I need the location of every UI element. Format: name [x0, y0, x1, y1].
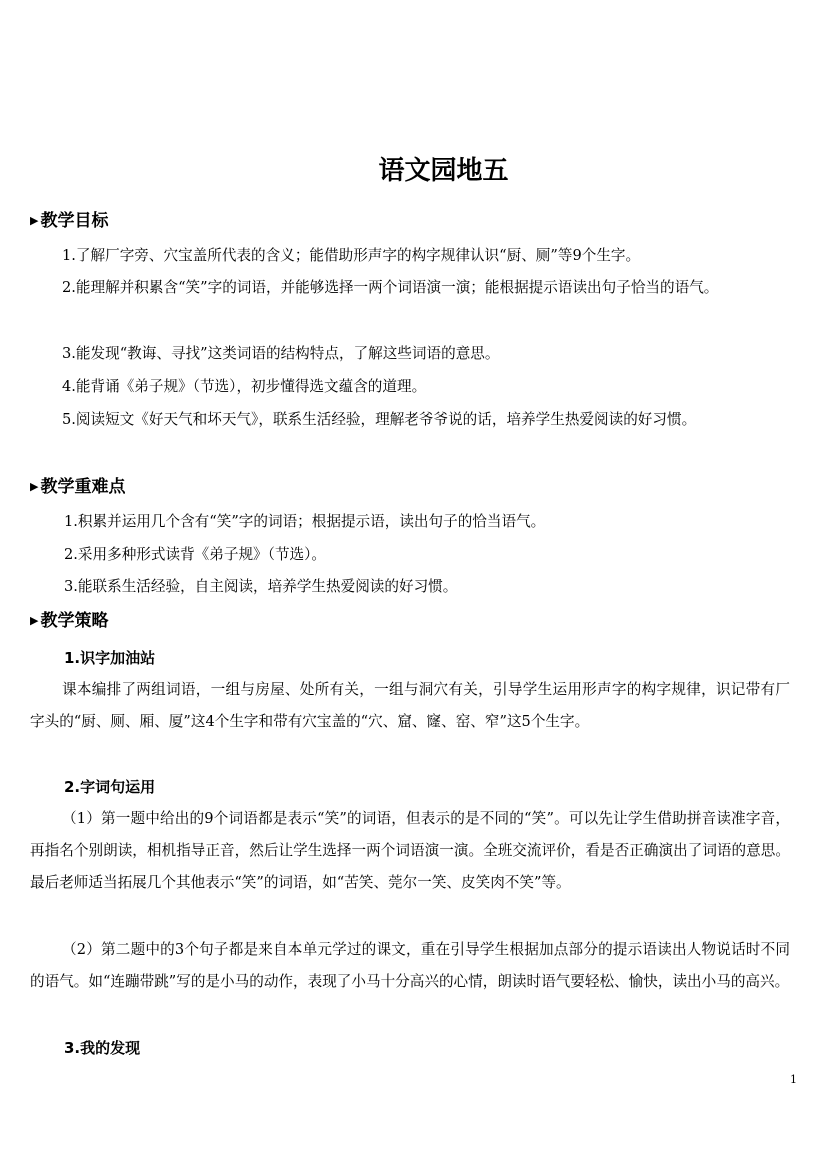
section-heading-goals — [30, 208, 108, 234]
subheading-literacy: 1.识字加油站 — [64, 649, 156, 667]
paragraph-word-use-1: （1）第一题中给出的9个词语都是表示“笑”的词语，但表示的是不同的“笑”。可以先让学生借助拼音读准字音，再指名个别朗读，相机指导正音，然后让学生选择一两个词语演一演。全班交流评价，看是否正确演出了词语的意思。最后老师适当拓展几个其他表示“笑”的词语，如“苦笑、莞尔一笑、皮笑肉不笑”等。 — [30, 810, 790, 891]
section-heading-strategy — [30, 608, 108, 634]
goal-item-4: 4.能背诵《弟子规》（节选），初步懂得选文蕴含的道理。 — [62, 378, 427, 395]
triangle-bullet-icon: ▶ — [30, 480, 39, 493]
triangle-bullet-icon: ▶ — [30, 214, 39, 227]
page-title: 语文园地五 — [378, 156, 509, 186]
section-title-goals: 教学目标 — [40, 211, 109, 231]
paragraph-word-use-2: （2）第二题中的3个句子都是来自本单元学过的课文，重在引导学生根据加点部分的提示语读出人物说话时不同的语气。如“连蹦带跳”写的是小马的动作，表现了小马十分高兴的心情，朗读时语气要轻松、愉快，读出小马的高兴。 — [30, 941, 790, 990]
section-title-keypoints: 教学重难点 — [40, 477, 126, 497]
goal-item-3: 3.能发现“教诲、寻找”这类词语的结构特点，了解这些词语的意思。 — [62, 345, 500, 362]
section-heading-keypoints — [30, 474, 125, 500]
paragraph-literacy: 课本编排了两组词语，一组与房屋、处所有关，一组与洞穴有关，引导学生运用形声字的构字规律，识记带有厂字头的“厨、厕、厢、厦”这4个生字和带有穴宝盖的“穴、窟、窿、窑、窄”这5个生字。 — [30, 681, 790, 730]
keypoint-item-2: 2.采用多种形式读背《弟子规》（节选）。 — [64, 546, 327, 563]
subheading-discovery: 3.我的发现 — [64, 1039, 141, 1057]
goal-item-5: 5.阅读短文《好天气和坏天气》，联系生活经验，理解老爷爷说的话，培养学生热爱阅读的好习惯。 — [62, 411, 697, 428]
page-number: 1 — [790, 1073, 797, 1086]
triangle-bullet-icon: ▶ — [30, 614, 39, 627]
subheading-word-use: 2.字词句运用 — [64, 778, 156, 796]
keypoint-item-1: 1.积累并运用几个含有“笑”字的词语；根据提示语，读出句子的恰当语气。 — [64, 513, 546, 530]
keypoint-item-3: 3.能联系生活经验，自主阅读，培养学生热爱阅读的好习惯。 — [64, 578, 458, 595]
section-title-strategy: 教学策略 — [40, 611, 109, 631]
goal-item-2: 2.能理解并积累含“笑”字的词语，并能够选择一两个词语演一演；能根据提示语读出句子恰当的语气。 — [62, 279, 719, 296]
goal-item-1: 1.了解厂字旁、穴宝盖所代表的含义；能借助形声字的构字规律认识“厨、厕”等9个生字。 — [62, 247, 641, 264]
